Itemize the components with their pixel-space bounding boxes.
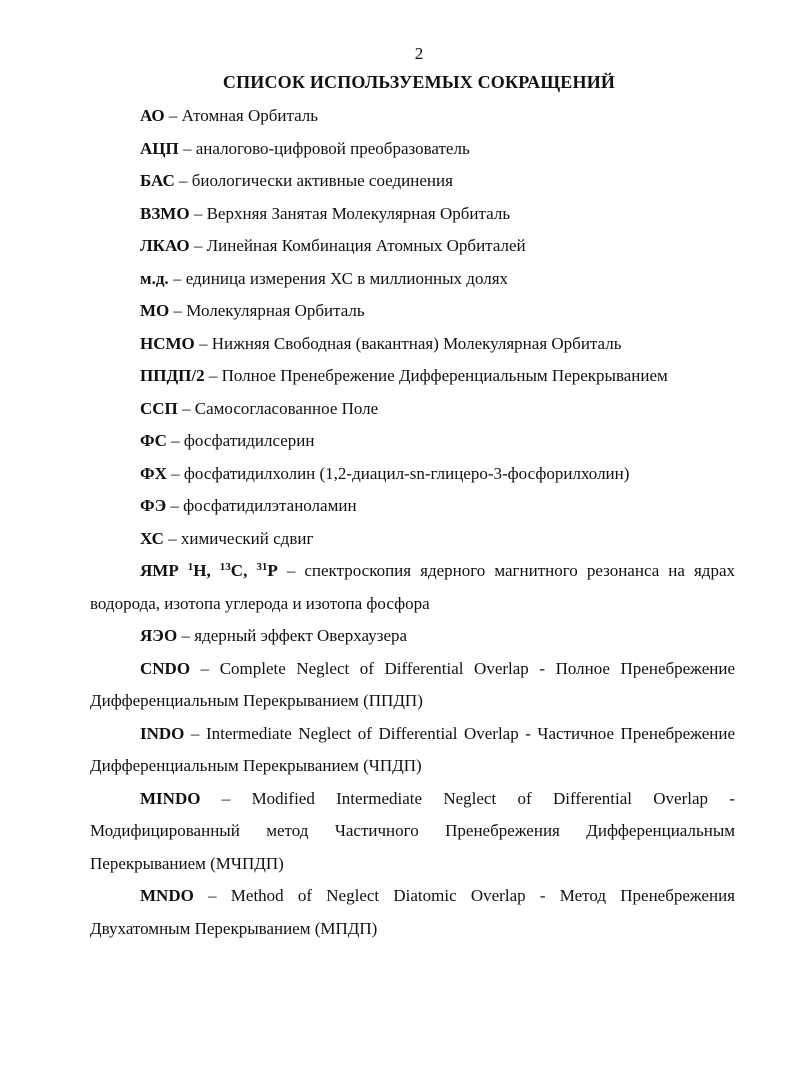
- isotope-mass-c: 13: [219, 561, 231, 573]
- abbreviation-entry-nmr: [90, 555, 735, 620]
- abbreviation-term: MINDO: [140, 788, 201, 808]
- abbreviation-term: ССП: [140, 398, 178, 418]
- abbreviation-term: [140, 561, 278, 580]
- abbreviation-entry-hs: [90, 523, 735, 556]
- abbreviation-term: MNDO: [140, 886, 194, 905]
- abbreviation-entry-indo: [90, 718, 735, 783]
- abbreviation-entry-md: [90, 263, 735, 296]
- abbreviation-definition: – биологически активные соединения: [174, 171, 453, 190]
- abbreviation-entry-mndo: [90, 880, 735, 945]
- abbreviation-definition: – химический сдвиг: [163, 528, 314, 548]
- abbreviation-term: ФС: [140, 431, 167, 450]
- abbreviation-term: НСМО: [140, 333, 195, 353]
- abbreviation-definition: – Линейная Комбинация Атомных Орбиталей: [189, 236, 526, 255]
- abbreviation-term: БАС: [140, 171, 175, 190]
- abbreviation-term: ППДП/2: [140, 366, 205, 385]
- abbreviation-entry-lkao: [90, 230, 735, 263]
- abbreviation-term: CNDO: [140, 658, 191, 678]
- abbreviation-definition: – фосфатидилхолин (1,2-диацил-sn-глицеро-3-фосфорилхолин): [166, 463, 630, 483]
- abbreviation-definition: – Modified Intermediate Neglect of Differential Overlap - Модифицированный метод Частичного Пренебрежения Дифференциальным Перекрыванием (МЧПДП): [90, 788, 735, 873]
- abbreviation-entry-ppdp2: [90, 360, 735, 393]
- abbreviation-definition: – Атомная Орбиталь: [164, 106, 319, 125]
- abbreviation-definition: – Intermediate Neglect of Differential Overlap - Частичное Пренебрежение Дифференциальным Перекрыванием (ЧПДП): [90, 723, 735, 775]
- abbreviation-entry-bas: [90, 165, 735, 198]
- abbreviation-definition: – аналогово-цифровой преобразователь: [178, 138, 470, 158]
- isotope-mass-h: 1: [187, 561, 194, 573]
- abbreviation-term: ЯЭО: [140, 626, 178, 645]
- isotope-mass-p: 31: [256, 561, 268, 573]
- abbreviation-entry-mindo: [90, 783, 735, 881]
- page-title: СПИСОК ИСПОЛЬЗУЕМЫХ СОКРАЩЕНИЙ: [222, 72, 616, 92]
- abbreviation-entry-ao: [90, 100, 735, 133]
- abbreviation-term: INDO: [140, 723, 185, 743]
- abbreviation-entry-fs: [90, 425, 735, 458]
- nmr-abbr-main: ЯМР: [140, 561, 188, 580]
- abbreviation-entry-ssp: [90, 393, 735, 426]
- abbreviation-entry-atsp: [90, 133, 735, 166]
- abbreviation-definition: – спектроскопия ядерного магнитного резонанса на ядрах водорода, изотопа углерода и изотопа фосфора: [90, 561, 735, 613]
- abbreviation-list: [90, 100, 735, 945]
- abbreviation-term: ФЭ: [140, 496, 167, 515]
- abbreviation-term: АО: [140, 106, 165, 125]
- abbreviation-term: АЦП: [140, 138, 179, 158]
- abbreviation-definition: – Complete Neglect of Differential Overlap - Полное Пренебрежение Дифференциальным Перекрыванием (ППДП): [90, 658, 735, 710]
- nucleus-p: P: [267, 561, 278, 580]
- abbreviation-definition: – ядерный эффект Оверхаузера: [177, 626, 408, 645]
- abbreviation-entry-cndo: [90, 653, 735, 718]
- abbreviation-term: ФХ: [140, 463, 167, 483]
- abbreviation-entry-fh: [90, 458, 735, 491]
- nucleus-c: C,: [230, 561, 257, 580]
- abbreviation-definition: – фосфатидилэтаноламин: [166, 496, 357, 515]
- abbreviation-entry-vzmo: [90, 198, 735, 231]
- nucleus-h: H,: [193, 561, 220, 580]
- abbreviation-term: ЛКАО: [140, 236, 190, 255]
- abbreviation-entry-yaeo: [90, 620, 735, 653]
- abbreviation-term: ВЗМО: [140, 203, 190, 223]
- abbreviation-definition: – Самосогласованное Поле: [177, 398, 379, 418]
- abbreviation-definition: – Верхняя Занятая Молекулярная Орбиталь: [189, 203, 511, 223]
- page-number: 2: [414, 44, 424, 63]
- abbreviation-entry-mo: [90, 295, 735, 328]
- abbreviation-term: МО: [140, 301, 170, 320]
- abbreviation-term: м.д.: [140, 268, 169, 288]
- abbreviation-entry-fe: [90, 490, 735, 523]
- abbreviation-definition: – единица измерения ХС в миллионных долях: [168, 268, 509, 288]
- abbreviation-definition: – Нижняя Свободная (вакантная) Молекулярная Орбиталь: [194, 333, 622, 353]
- abbreviation-term: ХС: [140, 528, 164, 548]
- abbreviation-definition: – Method of Neglect Diatomic Overlap - Метод Пренебрежения Двухатомным Перекрыванием (МПДП): [90, 886, 735, 938]
- abbreviation-definition: – Молекулярная Орбиталь: [169, 301, 365, 320]
- abbreviation-definition: – Полное Пренебрежение Дифференциальным Перекрыванием: [204, 366, 668, 385]
- abbreviation-entry-nsmo: [90, 328, 735, 361]
- abbreviation-definition: – фосфатидилсерин: [166, 431, 315, 450]
